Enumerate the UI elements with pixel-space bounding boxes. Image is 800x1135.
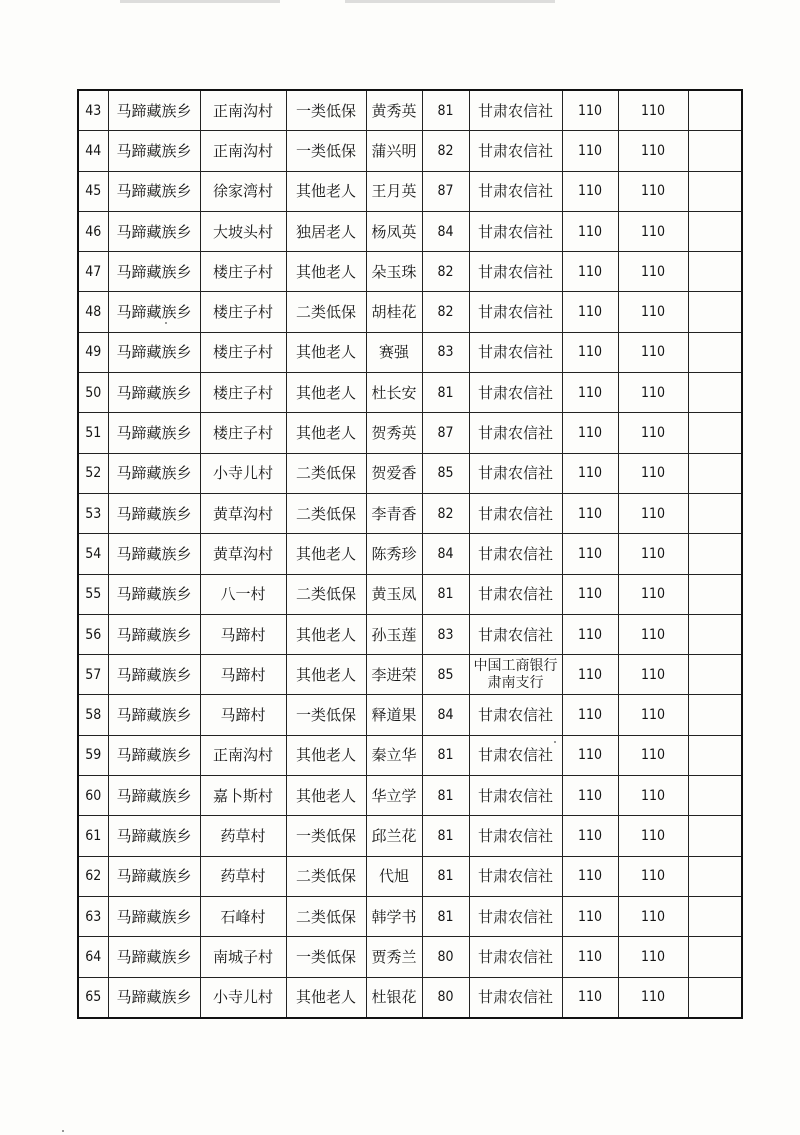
note-cell	[688, 655, 742, 695]
village-cell: 楼庄子村	[200, 373, 286, 413]
name-cell: 贺秀英	[366, 413, 422, 453]
amount-cell: 110	[562, 937, 618, 977]
age-cell: 81	[422, 776, 469, 816]
row-number: 60	[78, 776, 108, 816]
age-cell: 82	[422, 131, 469, 171]
row-number: 51	[78, 413, 108, 453]
bank-cell: 甘肃农信社	[469, 937, 562, 977]
row-number: 45	[78, 171, 108, 211]
category-cell: 二类低保	[286, 896, 366, 936]
table-body	[78, 90, 742, 1018]
table-row	[78, 252, 742, 292]
table-row	[78, 896, 742, 936]
amount-cell: 110	[618, 493, 688, 533]
name-cell: 胡桂花	[366, 292, 422, 332]
note-cell	[688, 413, 742, 453]
village-cell: 嘉卜斯村	[200, 776, 286, 816]
amount-cell: 110	[562, 655, 618, 695]
village-cell: 大坡头村	[200, 211, 286, 251]
age-cell: 81	[422, 896, 469, 936]
village-cell: 楼庄子村	[200, 332, 286, 372]
amount-cell: 110	[562, 292, 618, 332]
amount-cell: 110	[562, 735, 618, 775]
township-cell: 马蹄藏族乡	[108, 292, 200, 332]
category-cell: 其他老人	[286, 373, 366, 413]
amount-cell: 110	[562, 90, 618, 131]
amount-cell: 110	[618, 171, 688, 211]
note-cell	[688, 90, 742, 131]
amount-cell: 110	[562, 816, 618, 856]
village-cell: 楼庄子村	[200, 413, 286, 453]
amount-cell: 110	[618, 977, 688, 1018]
township-cell: 马蹄藏族乡	[108, 655, 200, 695]
scan-edge-mark	[120, 0, 280, 3]
township-cell: 马蹄藏族乡	[108, 856, 200, 896]
amount-cell: 110	[562, 252, 618, 292]
row-number: 44	[78, 131, 108, 171]
row-number: 62	[78, 856, 108, 896]
name-cell: 代旭	[366, 856, 422, 896]
category-cell: 其他老人	[286, 413, 366, 453]
amount-cell: 110	[562, 776, 618, 816]
village-cell: 徐家湾村	[200, 171, 286, 211]
row-number: 50	[78, 373, 108, 413]
township-cell: 马蹄藏族乡	[108, 131, 200, 171]
amount-cell: 110	[562, 413, 618, 453]
note-cell	[688, 977, 742, 1018]
village-cell: 正南沟村	[200, 131, 286, 171]
note-cell	[688, 292, 742, 332]
township-cell: 马蹄藏族乡	[108, 252, 200, 292]
village-cell: 小寺儿村	[200, 977, 286, 1018]
township-cell: 马蹄藏族乡	[108, 816, 200, 856]
name-cell: 朵玉珠	[366, 252, 422, 292]
village-cell: 正南沟村	[200, 90, 286, 131]
name-cell: 邱兰花	[366, 816, 422, 856]
age-cell: 82	[422, 292, 469, 332]
township-cell: 马蹄藏族乡	[108, 211, 200, 251]
bank-cell: 甘肃农信社	[469, 776, 562, 816]
table-row	[78, 614, 742, 654]
amount-cell: 110	[618, 856, 688, 896]
table-row	[78, 453, 742, 493]
amount-cell: 110	[618, 211, 688, 251]
table-row	[78, 373, 742, 413]
category-cell: 一类低保	[286, 937, 366, 977]
row-number: 46	[78, 211, 108, 251]
amount-cell: 110	[618, 776, 688, 816]
township-cell: 马蹄藏族乡	[108, 332, 200, 372]
table-row	[78, 493, 742, 533]
row-number: 54	[78, 534, 108, 574]
scan-speck	[554, 741, 556, 743]
village-cell: 药草村	[200, 856, 286, 896]
bank-cell: 甘肃农信社	[469, 373, 562, 413]
name-cell: 黄玉凤	[366, 574, 422, 614]
category-cell: 二类低保	[286, 574, 366, 614]
amount-cell: 110	[618, 373, 688, 413]
bank-cell: 甘肃农信社	[469, 292, 562, 332]
row-number: 61	[78, 816, 108, 856]
table-row	[78, 937, 742, 977]
amount-cell: 110	[618, 90, 688, 131]
note-cell	[688, 614, 742, 654]
bank-cell: 甘肃农信社	[469, 534, 562, 574]
amount-cell: 110	[618, 292, 688, 332]
row-number: 56	[78, 614, 108, 654]
name-cell: 黄秀英	[366, 90, 422, 131]
note-cell	[688, 896, 742, 936]
name-cell: 华立学	[366, 776, 422, 816]
village-cell: 正南沟村	[200, 735, 286, 775]
name-cell: 秦立华	[366, 735, 422, 775]
township-cell: 马蹄藏族乡	[108, 614, 200, 654]
category-cell: 其他老人	[286, 614, 366, 654]
township-cell: 马蹄藏族乡	[108, 695, 200, 735]
village-cell: 马蹄村	[200, 614, 286, 654]
name-cell: 杜长安	[366, 373, 422, 413]
scan-edge-mark	[345, 0, 555, 3]
age-cell: 85	[422, 453, 469, 493]
amount-cell: 110	[618, 534, 688, 574]
bank-cell: 甘肃农信社	[469, 896, 562, 936]
age-cell: 84	[422, 695, 469, 735]
village-cell: 楼庄子村	[200, 292, 286, 332]
row-number: 43	[78, 90, 108, 131]
category-cell: 二类低保	[286, 292, 366, 332]
amount-cell: 110	[562, 695, 618, 735]
amount-cell: 110	[562, 171, 618, 211]
age-cell: 82	[422, 252, 469, 292]
category-cell: 其他老人	[286, 534, 366, 574]
township-cell: 马蹄藏族乡	[108, 493, 200, 533]
bank-cell: 甘肃农信社	[469, 977, 562, 1018]
bank-cell: 甘肃农信社	[469, 90, 562, 131]
elderly-subsidy-table	[77, 89, 743, 1019]
note-cell	[688, 131, 742, 171]
table-row	[78, 816, 742, 856]
name-cell: 释道果	[366, 695, 422, 735]
bank-cell: 中国工商银行肃南支行	[469, 655, 562, 695]
category-cell: 一类低保	[286, 90, 366, 131]
note-cell	[688, 171, 742, 211]
amount-cell: 110	[618, 131, 688, 171]
amount-cell: 110	[562, 896, 618, 936]
name-cell: 孙玉莲	[366, 614, 422, 654]
note-cell	[688, 493, 742, 533]
amount-cell: 110	[562, 574, 618, 614]
age-cell: 87	[422, 171, 469, 211]
village-cell: 药草村	[200, 816, 286, 856]
category-cell: 独居老人	[286, 211, 366, 251]
table-row	[78, 856, 742, 896]
amount-cell: 110	[618, 937, 688, 977]
bank-cell: 甘肃农信社	[469, 574, 562, 614]
bank-cell: 甘肃农信社	[469, 252, 562, 292]
row-number: 59	[78, 735, 108, 775]
table-row	[78, 131, 742, 171]
amount-cell: 110	[562, 977, 618, 1018]
bank-cell: 甘肃农信社	[469, 493, 562, 533]
amount-cell: 110	[618, 735, 688, 775]
category-cell: 其他老人	[286, 735, 366, 775]
amount-cell: 110	[618, 252, 688, 292]
village-cell: 楼庄子村	[200, 252, 286, 292]
township-cell: 马蹄藏族乡	[108, 534, 200, 574]
age-cell: 83	[422, 332, 469, 372]
category-cell: 一类低保	[286, 131, 366, 171]
table-row	[78, 211, 742, 251]
village-cell: 八一村	[200, 574, 286, 614]
bank-cell: 甘肃农信社	[469, 131, 562, 171]
amount-cell: 110	[618, 655, 688, 695]
bank-cell: 甘肃农信社	[469, 816, 562, 856]
note-cell	[688, 816, 742, 856]
table-row	[78, 655, 742, 695]
note-cell	[688, 695, 742, 735]
amount-cell: 110	[562, 534, 618, 574]
township-cell: 马蹄藏族乡	[108, 90, 200, 131]
name-cell: 赛强	[366, 332, 422, 372]
age-cell: 81	[422, 856, 469, 896]
age-cell: 81	[422, 735, 469, 775]
row-number: 65	[78, 977, 108, 1018]
age-cell: 84	[422, 211, 469, 251]
amount-cell: 110	[618, 614, 688, 654]
amount-cell: 110	[618, 453, 688, 493]
category-cell: 二类低保	[286, 493, 366, 533]
category-cell: 二类低保	[286, 856, 366, 896]
amount-cell: 110	[562, 211, 618, 251]
name-cell: 贾秀兰	[366, 937, 422, 977]
bank-cell: 甘肃农信社	[469, 695, 562, 735]
note-cell	[688, 211, 742, 251]
row-number: 48	[78, 292, 108, 332]
row-number: 49	[78, 332, 108, 372]
township-cell: 马蹄藏族乡	[108, 776, 200, 816]
bank-cell: 甘肃农信社	[469, 171, 562, 211]
scan-speck	[165, 322, 167, 324]
row-number: 64	[78, 937, 108, 977]
table-row	[78, 534, 742, 574]
bank-cell: 甘肃农信社	[469, 211, 562, 251]
table-row	[78, 776, 742, 816]
note-cell	[688, 776, 742, 816]
age-cell: 81	[422, 90, 469, 131]
amount-cell: 110	[562, 332, 618, 372]
township-cell: 马蹄藏族乡	[108, 171, 200, 211]
village-cell: 马蹄村	[200, 655, 286, 695]
amount-cell: 110	[562, 614, 618, 654]
table-row	[78, 413, 742, 453]
row-number: 52	[78, 453, 108, 493]
bank-cell: 甘肃农信社	[469, 332, 562, 372]
age-cell: 82	[422, 493, 469, 533]
category-cell: 其他老人	[286, 977, 366, 1018]
category-cell: 其他老人	[286, 171, 366, 211]
table-row	[78, 735, 742, 775]
bank-cell: 甘肃农信社	[469, 614, 562, 654]
category-cell: 一类低保	[286, 816, 366, 856]
table-row	[78, 171, 742, 211]
category-cell: 其他老人	[286, 655, 366, 695]
amount-cell: 110	[562, 373, 618, 413]
note-cell	[688, 332, 742, 372]
age-cell: 81	[422, 816, 469, 856]
age-cell: 85	[422, 655, 469, 695]
amount-cell: 110	[562, 453, 618, 493]
amount-cell: 110	[618, 574, 688, 614]
amount-cell: 110	[618, 816, 688, 856]
township-cell: 马蹄藏族乡	[108, 937, 200, 977]
note-cell	[688, 453, 742, 493]
name-cell: 李青香	[366, 493, 422, 533]
row-number: 55	[78, 574, 108, 614]
note-cell	[688, 373, 742, 413]
amount-cell: 110	[618, 695, 688, 735]
row-number: 63	[78, 896, 108, 936]
village-cell: 马蹄村	[200, 695, 286, 735]
township-cell: 马蹄藏族乡	[108, 735, 200, 775]
bank-cell: 甘肃农信社	[469, 453, 562, 493]
note-cell	[688, 735, 742, 775]
table-row	[78, 292, 742, 332]
age-cell: 83	[422, 614, 469, 654]
category-cell: 一类低保	[286, 695, 366, 735]
age-cell: 81	[422, 373, 469, 413]
village-cell: 小寺儿村	[200, 453, 286, 493]
row-number: 58	[78, 695, 108, 735]
name-cell: 李进荣	[366, 655, 422, 695]
amount-cell: 110	[618, 332, 688, 372]
village-cell: 石峰村	[200, 896, 286, 936]
name-cell: 杜银花	[366, 977, 422, 1018]
name-cell: 贺爱香	[366, 453, 422, 493]
table-row	[78, 977, 742, 1018]
category-cell: 二类低保	[286, 453, 366, 493]
category-cell: 其他老人	[286, 776, 366, 816]
age-cell: 87	[422, 413, 469, 453]
age-cell: 84	[422, 534, 469, 574]
township-cell: 马蹄藏族乡	[108, 413, 200, 453]
note-cell	[688, 252, 742, 292]
note-cell	[688, 534, 742, 574]
scan-speck	[62, 1130, 64, 1132]
name-cell: 杨凤英	[366, 211, 422, 251]
name-cell: 王月英	[366, 171, 422, 211]
table-row	[78, 90, 742, 131]
township-cell: 马蹄藏族乡	[108, 453, 200, 493]
amount-cell: 110	[618, 413, 688, 453]
township-cell: 马蹄藏族乡	[108, 373, 200, 413]
bank-cell: 甘肃农信社	[469, 735, 562, 775]
category-cell: 其他老人	[286, 252, 366, 292]
name-cell: 韩学书	[366, 896, 422, 936]
village-cell: 黄草沟村	[200, 493, 286, 533]
amount-cell: 110	[562, 131, 618, 171]
row-number: 53	[78, 493, 108, 533]
amount-cell: 110	[618, 896, 688, 936]
township-cell: 马蹄藏族乡	[108, 977, 200, 1018]
note-cell	[688, 937, 742, 977]
bank-cell: 甘肃农信社	[469, 413, 562, 453]
age-cell: 81	[422, 574, 469, 614]
village-cell: 黄草沟村	[200, 534, 286, 574]
table-row	[78, 332, 742, 372]
name-cell: 陈秀珍	[366, 534, 422, 574]
note-cell	[688, 574, 742, 614]
age-cell: 80	[422, 937, 469, 977]
amount-cell: 110	[562, 493, 618, 533]
note-cell	[688, 856, 742, 896]
township-cell: 马蹄藏族乡	[108, 896, 200, 936]
township-cell: 马蹄藏族乡	[108, 574, 200, 614]
row-number: 47	[78, 252, 108, 292]
bank-cell: 甘肃农信社	[469, 856, 562, 896]
name-cell: 蒲兴明	[366, 131, 422, 171]
table-row	[78, 574, 742, 614]
age-cell: 80	[422, 977, 469, 1018]
table-row	[78, 695, 742, 735]
category-cell: 其他老人	[286, 332, 366, 372]
row-number: 57	[78, 655, 108, 695]
village-cell: 南城子村	[200, 937, 286, 977]
amount-cell: 110	[562, 856, 618, 896]
